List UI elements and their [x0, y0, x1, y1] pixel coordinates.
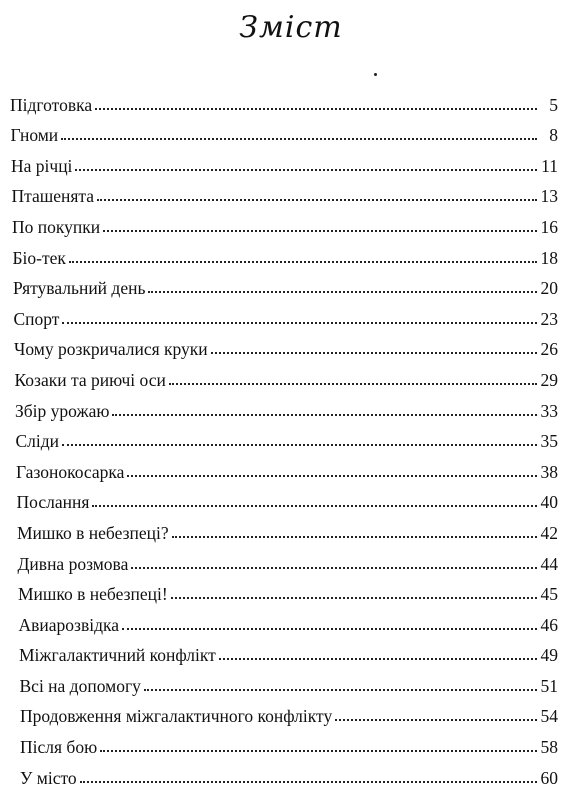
- toc-entry-page-number: 60: [540, 767, 558, 788]
- toc-entry-page-number: 29: [540, 369, 558, 390]
- toc-entry: [10, 329, 558, 360]
- toc-entry-page-number: 46: [540, 614, 558, 635]
- toc-entry: [10, 665, 558, 696]
- dot-leader: [100, 750, 537, 752]
- toc-entry-page-number: 33: [540, 400, 558, 421]
- toc-entry: [10, 268, 558, 299]
- toc-entry: [10, 604, 558, 635]
- toc-entry-page-number: 20: [540, 278, 558, 299]
- toc-entry-title: Сліди: [15, 431, 60, 452]
- dot-leader: [112, 414, 537, 416]
- toc-entry: [10, 696, 558, 727]
- toc-entry: [10, 84, 558, 115]
- page-title: Зміст: [239, 10, 343, 45]
- toc-entry-title: По покупки: [12, 216, 101, 237]
- toc-entry-page-number: 23: [540, 308, 558, 329]
- dot-leader: [80, 781, 537, 783]
- toc-entry-page-number: 18: [540, 247, 558, 268]
- dot-leader: [211, 352, 537, 354]
- dot-leader: [95, 108, 537, 110]
- toc-entry: [10, 237, 558, 268]
- toc-entry-page-number: 44: [540, 553, 558, 574]
- toc-entry-title: Послання: [16, 492, 90, 513]
- dot-leader: [148, 291, 537, 293]
- dot-leader: [219, 658, 537, 660]
- toc-entry-page-number: 49: [540, 645, 558, 666]
- toc-entry: [10, 543, 558, 574]
- toc-entry-title: Гноми: [10, 125, 59, 146]
- dot-leader: [75, 169, 537, 171]
- toc-entry-page-number: 11: [541, 155, 558, 176]
- toc-entry-page-number: 38: [540, 461, 558, 482]
- toc-entry-title: Пташенята: [11, 186, 95, 207]
- toc-entry-title: У місто: [20, 767, 77, 788]
- table-of-contents: [10, 84, 558, 788]
- toc-entry-page-number: 5: [549, 94, 558, 115]
- toc-entry-title: На річці: [11, 155, 73, 176]
- toc-entry: [10, 298, 558, 329]
- toc-entry: [10, 451, 558, 482]
- toc-entry-page-number: 16: [540, 216, 558, 237]
- dot-leader: [144, 689, 537, 691]
- toc-entry-title: Підготовка: [10, 94, 93, 115]
- toc-entry-title: Міжгалактичний конфлікт: [19, 645, 216, 666]
- dot-leader: [131, 567, 537, 569]
- toc-entry: [10, 512, 558, 543]
- toc-entry-page-number: 42: [540, 522, 558, 543]
- toc-entry: [10, 635, 558, 666]
- toc-entry-page-number: 8: [549, 125, 558, 146]
- dot-leader: [127, 475, 537, 477]
- toc-entry: [10, 390, 558, 421]
- toc-entry: [10, 757, 558, 788]
- toc-entry-title: Мишко в небезпеці!: [18, 584, 168, 605]
- toc-entry-page-number: 35: [540, 431, 558, 452]
- toc-entry-page-number: 26: [540, 339, 558, 360]
- toc-entry-title: Авиарозвідка: [18, 614, 119, 635]
- toc-entry-title: Рятувальний день: [13, 278, 146, 299]
- toc-entry-title: Козаки та риючі оси: [14, 369, 166, 390]
- print-speck: [374, 73, 377, 76]
- toc-entry-page-number: 58: [540, 737, 558, 758]
- toc-entry-title: Газонокосарка: [16, 461, 125, 482]
- toc-entry: [10, 145, 558, 176]
- toc-entry-title: Всі на допомогу: [19, 675, 141, 696]
- dot-leader: [169, 383, 537, 385]
- dot-leader: [103, 230, 537, 232]
- dot-leader: [62, 322, 537, 324]
- toc-entry-page-number: 54: [540, 706, 558, 727]
- toc-entry: [10, 574, 558, 605]
- toc-entry-title: Продовження міжгалактичного конфлікту: [20, 706, 333, 727]
- toc-entry-page-number: 13: [540, 186, 558, 207]
- toc-entry-page-number: 51: [540, 675, 558, 696]
- toc-entry-title: Спорт: [13, 308, 60, 329]
- toc-entry-title: Після бою: [20, 737, 98, 758]
- toc-entry: [10, 115, 558, 146]
- toc-entry: [10, 482, 558, 513]
- toc-entry-page-number: 40: [540, 492, 558, 513]
- toc-entry: [10, 176, 558, 207]
- toc-entry-title: Біо-тек: [12, 247, 66, 268]
- toc-entry-title: Мишко в небезпеці?: [17, 522, 169, 543]
- dot-leader: [97, 199, 537, 201]
- dot-leader: [92, 505, 537, 507]
- toc-entry: [10, 359, 558, 390]
- toc-entry-title: Чому розкричалися круки: [14, 339, 208, 360]
- dot-leader: [122, 628, 537, 630]
- dot-leader: [335, 719, 537, 721]
- dot-leader: [172, 536, 537, 538]
- dot-leader: [69, 261, 537, 263]
- toc-entry-title: Дивна розмова: [17, 553, 129, 574]
- toc-entry-page-number: 45: [540, 584, 558, 605]
- toc-entry: [10, 206, 558, 237]
- dot-leader: [171, 597, 537, 599]
- dot-leader: [62, 444, 537, 446]
- toc-entry-title: Збір урожаю: [15, 400, 110, 421]
- toc-entry: [10, 726, 558, 757]
- toc-entry: [10, 421, 558, 452]
- dot-leader: [61, 138, 537, 140]
